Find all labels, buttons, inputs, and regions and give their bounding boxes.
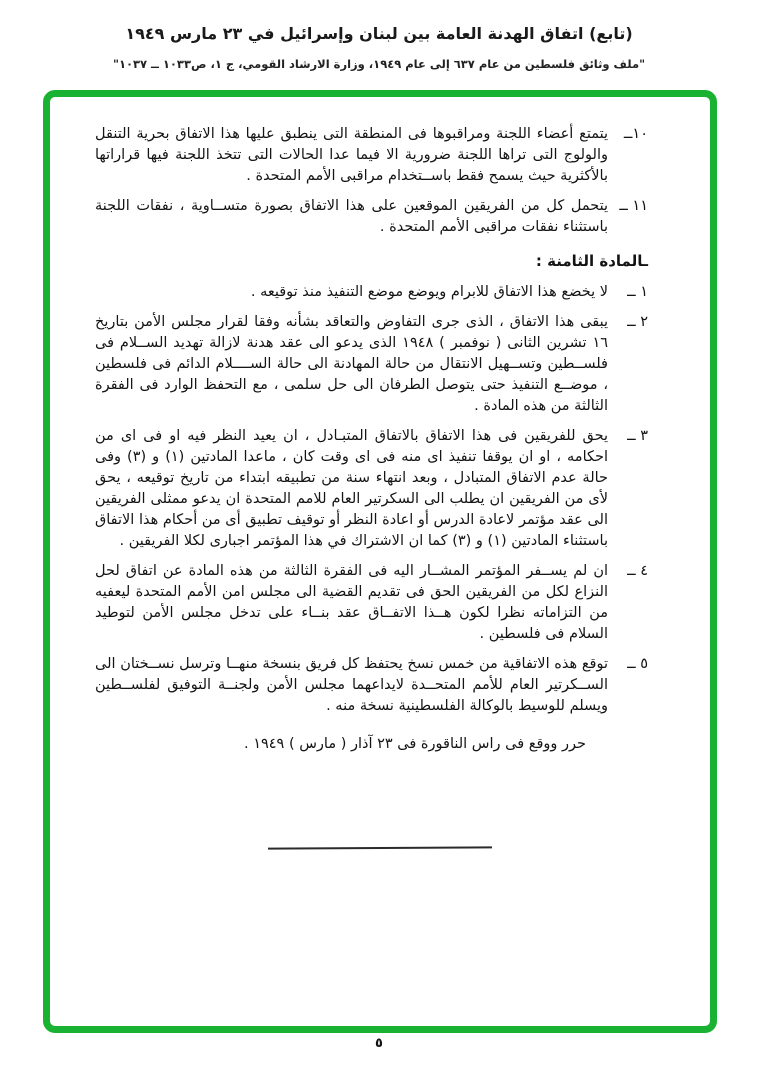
section-heading-article-eight: ـالمادة الثامنة :	[535, 252, 648, 270]
page-number: ٥	[375, 1036, 383, 1051]
clause-number: ٣ ــ	[627, 428, 648, 444]
document-body	[95, 124, 648, 755]
page-title: (تابع) اتفاق الهدنة العامة بين لبنان وإسرائيل في ٢٣ مارس ١٩٤٩	[125, 24, 633, 43]
clause-text: لا يخضع هذا الاتفاق للابرام ويوضع موضع التنفيذ منذ توقيعه .	[250, 284, 608, 300]
clause-text: ان لم يســفر المؤتمر المشــار اليه فى الفقرة الثالثة من هذه المادة عن اتفاق لحل النزاع لكل من الفريقين الحق فى تقديم القضية الى مجلس امن الأمم المتحدة ليعفيه من التزاماته نظرا لكون هــذا الاتفــاق عقد بنــاء على تدخل مجلس الأمن لتوطيد السلام فى فلسطين .	[95, 563, 608, 642]
clause-number: ٢ ــ	[627, 314, 648, 330]
clause-number: ١ ــ	[627, 284, 648, 300]
closing-statement: حرر ووقع فى راس الناقورة فى ٢٣ آذار ( مارس ) ١٩٤٩ .	[243, 736, 586, 752]
clause-3	[95, 426, 648, 552]
clause-11	[95, 196, 648, 238]
clause-number: ٤ ــ	[627, 563, 648, 579]
source-citation: "ملف وثائق فلسطين من عام ٦٣٧ إلى عام ١٩٤٩، وزارة الارشاد القومي، ج ١، ص١٠٣٣ ــ ١٠٣٧"	[112, 57, 646, 71]
clause-text: يبقى هذا الاتفاق ، الذى جرى التفاوض والتعاقد بشأنه وفقا لقرار مجلس الأمن بتاريخ ١٦ تشرين الثانى ( نوفمبر ) ١٩٤٨ الذى يدعو الى عقد هدنة لازالة تهديد الســلام فى فلســطين وتســهيل الانتقال من حالة المهادنة الى حالة الســــلام الدائم فى فلسطين ، موضــع التنفيذ حتى يتوصل الطرفان الى حل سلمى ، مع التحفظ الوارد فى الفقرة الثالثة من هذه المادة .	[95, 314, 609, 414]
clause-2	[95, 312, 648, 417]
clause-number: ٥ ــ	[627, 656, 648, 672]
clause-text: يتمتع أعضاء اللجنة ومراقبوها فى المنطقة التى ينطبق عليها هذا الاتفاق بحرية التنقل والولوج التى تراها اللجنة ضرورية الا فيما عدا الحالات التى تتخذ اللجنة فيها قراراتها بالأكثرية حيث يسمح فقط باســتخدام مراقبى الأمم المتحدة .	[95, 126, 608, 184]
clause-4	[95, 561, 648, 645]
clause-number: ١١ ــ	[619, 198, 648, 214]
clause-1	[95, 282, 648, 303]
clause-10	[95, 124, 648, 187]
clause-text: يحق للفريقين فى هذا الاتفاق بالاتفاق المتبـادل ، ان يعيد النظر فيه او فى اى من احكامه ، او ان يوقفا تنفيذ اى منه فى اى وقت كان ، ماعدا المادتين (١) و (٣) وفى حالة عدم الاتفاق المتبادل ، وبعد انتهاء سنة من تطبيقه ابتداء من تاريخ توقيعه ، يحق لأى من الفريقين ان يطلب الى السكرتير العام للامم المتحدة ان يدعو ممثلى الفريقين الى عقد مؤتمر لاعادة الدرس أو اعادة النظر أو توقيف تطبيق أى من أحكام هذا الاتفاق باستثناء المادتين (١) و (٣) كما ان الاشتراك في هذا المؤتمر اجبارى لكلا الفريقين .	[95, 428, 608, 549]
clause-text: توقع هذه الاتفاقية من خمس نسخ يحتفظ كل فريق بنسخة منهــا وترسل نســختان الى الســكرتير العام للأمم المتحــدة لايداعهما مجلس الأمن ولجنــة التوفيق لفلســطين ويسلم للوسيط بالوكالة الفلسطينية نسخة منه .	[95, 656, 608, 714]
clause-number: ١٠ــ	[623, 126, 648, 142]
clause-5	[95, 654, 648, 717]
clause-text: يتحمل كل من الفريقين الموقعين على هذا الاتفاق بصورة متســاوية ، نفقات اللجنة باستثناء نفقات مراقبى الأمم المتحدة .	[95, 198, 608, 235]
